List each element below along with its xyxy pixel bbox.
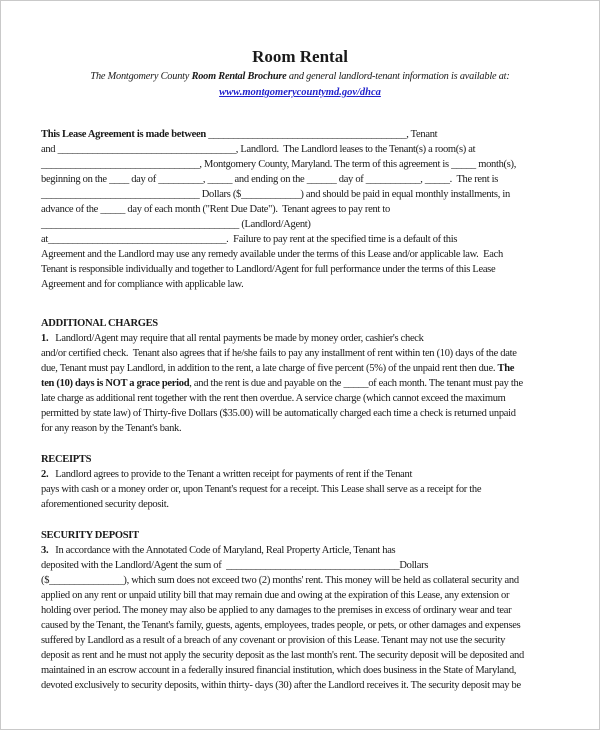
text-run: late charge as additional rent together with the rent then overdue. A service charge (which cannot exceed the maximum	[41, 393, 506, 404]
document-line	[41, 391, 559, 406]
text-run: deposit as rent and he must not apply the security deposit as the last month's rent. The security deposit will be deposited and	[41, 650, 524, 661]
text-run: In accordance with the Annotated Code of Maryland, Real Property Article, Tenant has	[48, 545, 396, 556]
document-line	[41, 558, 559, 573]
document-body	[41, 127, 559, 693]
text-run: permitted by state law) of Thirty-five Dollars ($35.00) will be automatically charged each time a check is returned unpaid	[41, 408, 516, 419]
document-line	[41, 573, 559, 588]
text-run: holding over period. The money may also be applied to any damages to the premises in excess of ordinary wear and tear	[41, 605, 512, 616]
section-heading: ADDITIONAL CHARGES	[41, 318, 158, 329]
text-run: for any reason by the Tenant's bank.	[41, 423, 182, 434]
text-run: due, Tenant must pay Landlord, in addition to the rent, a late charge of five percent (5%) of the unpaid rent then due.	[41, 363, 498, 374]
section-heading: RECEIPTS	[41, 454, 92, 465]
document-line	[41, 376, 559, 391]
text-run: ________________________________ Dollars ($____________) and should be paid in equal monthly installments, in	[41, 189, 510, 200]
document-line	[41, 406, 559, 421]
document-line	[41, 618, 559, 633]
text-run: pays with cash or a money order or, upon Tenant's request for a receipt. This Lease shall serve as a receipt for the	[41, 484, 482, 495]
document-line	[41, 142, 559, 157]
document-line	[41, 361, 559, 376]
text-run: deposited with the Landlord/Agent the sum of ___________________________________Dollars	[41, 560, 429, 571]
document-line	[41, 482, 559, 497]
document-line	[41, 663, 559, 678]
text-run: at____________________________________. Failure to pay rent at the specified time is a default of this	[41, 234, 458, 245]
text-run: ten (10) days is NOT a grace period	[41, 378, 190, 389]
document-line	[41, 217, 559, 232]
brochure-link[interactable]: www.montgomerycountymd.gov/dhca	[219, 87, 381, 98]
document-header	[1, 47, 599, 100]
document-line	[41, 232, 559, 247]
text-run: and/or certified check. Tenant also agrees that if he/she fails to pay any installment of rent within ten (10) days of the date	[41, 348, 517, 359]
document-line	[41, 127, 559, 142]
document-section	[41, 127, 559, 292]
text-run: Tenant is responsible individually and together to Landlord/Agent for full performance under the terms of this Lease	[41, 264, 496, 275]
text-run: , and the rent is due and payable on the _____of each month. The tenant must pay the	[189, 378, 523, 389]
text-run: Agreement and for compliance with applicable law.	[41, 279, 244, 290]
document-line	[41, 497, 559, 512]
document-line	[41, 467, 559, 482]
text-run: beginning on the ____ day of _________, _____ and ending on the ______ day of ___________, _____. The rent is	[41, 174, 499, 185]
text-run: ________________________________, Montgomery County, Maryland. The term of this agreement is _____ month(s),	[41, 159, 517, 170]
document-line	[41, 262, 559, 277]
text-run: Agreement and the Landlord may use any remedy available under the terms of this Lease and/or applicable law. Each	[41, 249, 503, 260]
text-run: Landlord agrees to provide to the Tenant a written receipt for payments of rent if the Tenant	[48, 469, 413, 480]
document-line	[41, 187, 559, 202]
text-run: Room Rental Brochure	[191, 71, 287, 82]
document-line	[41, 331, 559, 346]
section-heading: SECURITY DEPOSIT	[41, 530, 139, 541]
text-run: advance of the _____ day of each month ("Rent Due Date"). Tenant agrees to pay rent to	[41, 204, 390, 215]
document-line	[41, 678, 559, 693]
text-run: suffered by Landlord as a result of a breach of any covenant or provision of this Lease. Tenant may not use the security	[41, 635, 506, 646]
document-line	[41, 157, 559, 172]
text-run: and general landlord-tenant information is available at:	[286, 71, 510, 82]
text-run: maintained in an escrow account in a federally insured financial institution, which does business in the State of Maryland,	[41, 665, 517, 676]
text-run: The	[497, 363, 515, 374]
document-section	[41, 528, 559, 693]
document-line	[41, 588, 559, 603]
brochure-link-line	[1, 86, 599, 100]
text-run: ________________________________________ (Landlord/Agent)	[41, 219, 311, 230]
document-line	[41, 648, 559, 663]
document-line	[41, 247, 559, 262]
text-run: 2.	[41, 469, 49, 480]
text-run: The Montgomery County	[90, 71, 192, 82]
text-run: ________________________________________, Tenant	[208, 129, 438, 140]
page-subtitle	[1, 70, 599, 84]
text-run: devoted exclusively to security deposits, within thirty- days (30) after the Landlord receives it. The security deposit may be	[41, 680, 521, 691]
document-line	[41, 633, 559, 648]
document-line	[41, 172, 559, 187]
document-line	[41, 543, 559, 558]
document-section	[41, 452, 559, 512]
text-run: Landlord/Agent may require that all rental payments be made by money order, cashier's check	[48, 333, 424, 344]
text-run: aforementioned security deposit.	[41, 499, 169, 510]
text-run: caused by the Tenant, the Tenant's family, guests, agents, employees, trades people, or pets, or other damages and expenses	[41, 620, 521, 631]
document-section	[41, 316, 559, 436]
text-run: This Lease Agreement is made between	[41, 129, 209, 140]
document-line	[41, 603, 559, 618]
document-line	[41, 346, 559, 361]
text-run: applied on any rent or unpaid utility bill that may remain due and owing at the expiration of this Lease, any extension or	[41, 590, 510, 601]
text-run: ($_______________), which sum does not exceed two (2) months' rent. This money will be held as collateral security and	[41, 575, 519, 586]
text-run: 1.	[41, 333, 49, 344]
document-line	[41, 421, 559, 436]
page-title: Room Rental	[252, 47, 348, 66]
document-line	[41, 202, 559, 217]
document-line	[41, 277, 559, 292]
text-run: 3.	[41, 545, 49, 556]
text-run: and ____________________________________, Landlord. The Landlord leases to the Tenant(s) a room(s) at	[41, 144, 476, 155]
